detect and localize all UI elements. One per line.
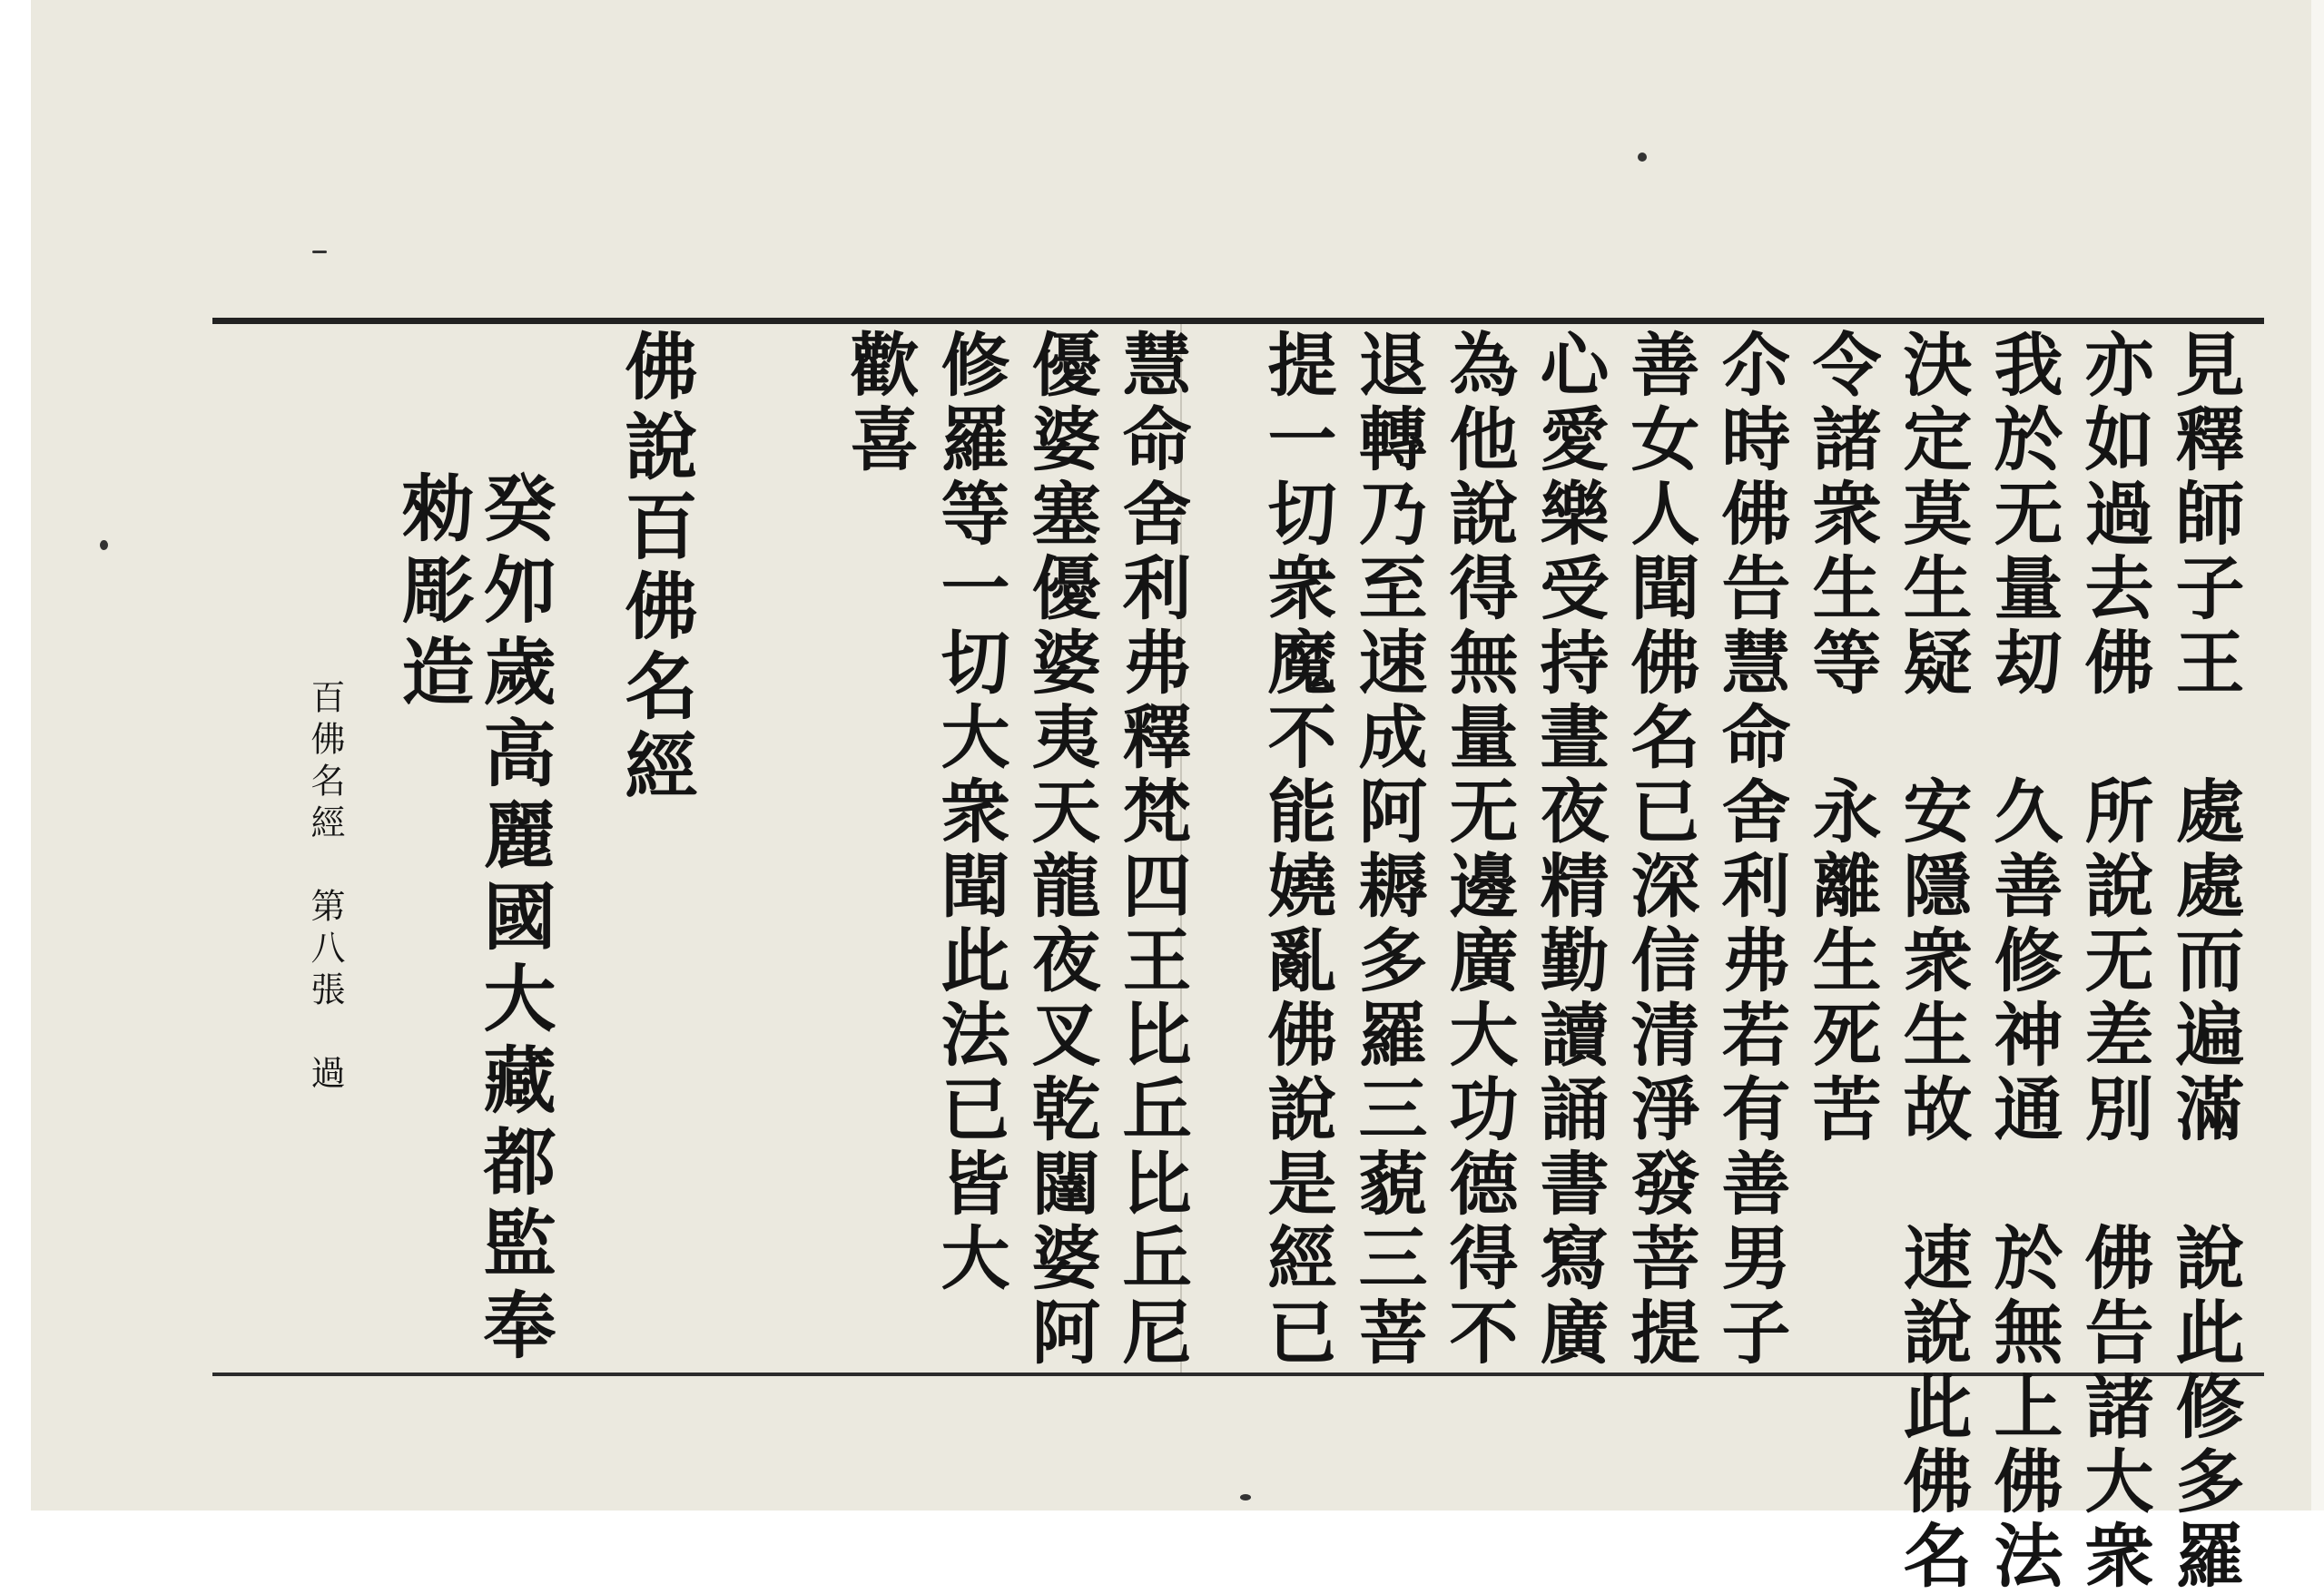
colophon-line-1: 癸夘歲高麗國大藏都監奉 (471, 470, 556, 1369)
ink-speck (312, 251, 327, 253)
text-column-3: 我於无量刧 久善修神通 於無上佛法 (1983, 329, 2063, 1594)
text-column-13: 優婆塞優婆夷天龍夜叉乾闥婆阿 (1020, 329, 1101, 1371)
ink-speck (100, 540, 108, 550)
text-column-8: 心愛樂受持晝夜精勤讀誦書寫廣 (1529, 329, 1610, 1371)
text-column-12: 慧命舍利弗釋梵四王比丘比丘尼 (1111, 329, 1192, 1371)
text-column-15: 歡喜 (839, 329, 920, 477)
colophon-line-2: 勑彫造 (389, 470, 475, 715)
text-column-11: 提一切衆魔不能嬈亂佛說是經已 (1256, 329, 1337, 1371)
sutra-title: 佛說百佛名經 (613, 329, 698, 808)
text-column-9: 為他說得無量无邊廣大功德得不 (1438, 329, 1519, 1371)
text-column-10: 退轉乃至速成阿耨多羅三藐三菩 (1347, 329, 1428, 1371)
page-edge (2311, 0, 2324, 1510)
ink-speck (1240, 1494, 1251, 1501)
text-column-1: 見釋師子王 處處而遍滿 說此修多羅 (2164, 329, 2245, 1594)
margin-page-note: 百佛名經 第八張 過 (305, 679, 345, 1097)
text-column-6: 尒時佛告慧命舍利弗若有善男子 (1710, 329, 1791, 1371)
ink-speck (1638, 153, 1647, 162)
text-column-4: 決定莫生疑 安隱衆生故 速說此佛名 (1892, 329, 1973, 1594)
top-border-rule (212, 318, 2264, 324)
scripture-page (31, 0, 2324, 1594)
text-column-5: 令諸衆生等 永離生死苦 (1801, 329, 1882, 1147)
text-column-14: 修羅等一切大衆聞此法已皆大 (930, 329, 1010, 1296)
text-column-2: 亦如過去佛 所說无差別 佛告諸大衆 (2073, 329, 2154, 1594)
text-column-7: 善女人聞佛名已深信清淨發菩提 (1620, 329, 1700, 1371)
